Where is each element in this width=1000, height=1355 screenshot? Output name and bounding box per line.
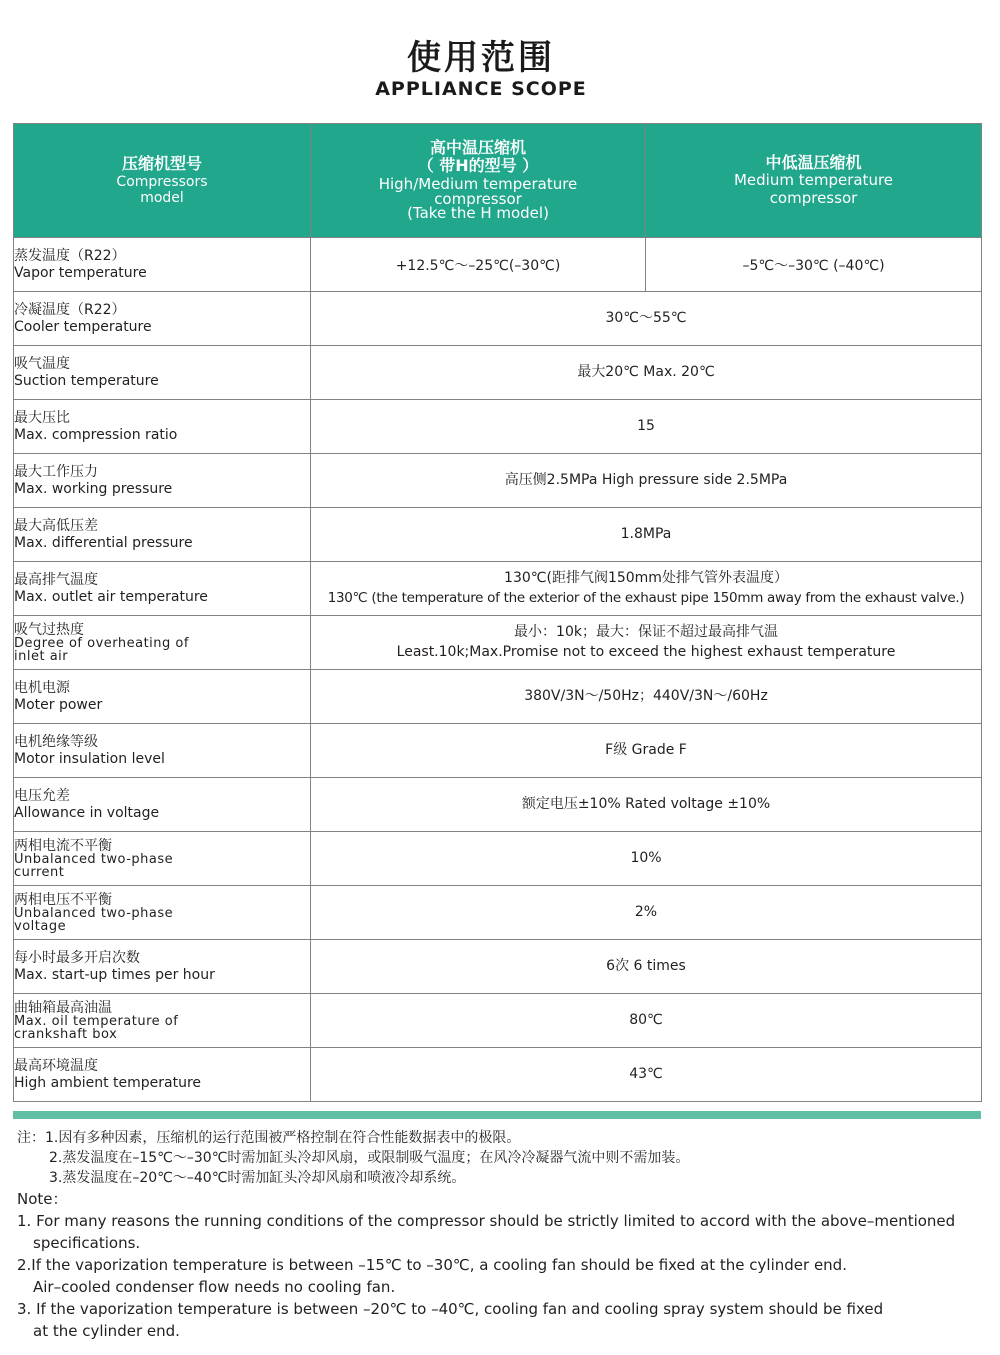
row-label: 蒸发温度（R22） Vapor temperature: [14, 238, 311, 292]
table-row: [14, 994, 982, 1048]
table-row: [14, 238, 982, 292]
note-zh-3: 3.蒸发温度在–20℃～–40℃时需加缸头冷却风扇和喷液冷却系统。: [49, 1170, 466, 1186]
row-label: 电压允差 Allowance in voltage: [14, 778, 311, 832]
table-row: [14, 616, 982, 670]
note-zh-1: 注：1.因有多种因素，压缩机的运行范围被严格控制在符合性能数据表中的极限。: [17, 1130, 521, 1146]
note-en-2-cont: Air–cooled condenser flow needs no cooling fan.: [33, 1278, 396, 1296]
row-value: 80℃: [311, 994, 982, 1048]
table-row: [14, 292, 982, 346]
row-value: 380V/3N～/50Hz；440V/3N～/60Hz: [311, 670, 982, 724]
row-label: 最大工作压力 Max. working pressure: [14, 454, 311, 508]
row-label: 最大压比 Max. compression ratio: [14, 400, 311, 454]
row-value: F级 Grade F: [311, 724, 982, 778]
note-en-3-cont: at the cylinder end.: [33, 1322, 180, 1340]
table-header-row: [14, 124, 982, 238]
note-label: Note：: [17, 1190, 68, 1208]
table-row: [14, 832, 982, 886]
header-high-medium-compressor: 高中温压缩机 （ 带H的型号 ） High/Medium temperature compressor (Take the H model): [311, 124, 646, 238]
appliance-scope-table: [13, 123, 982, 1102]
value-medium-low: –5℃～–30℃ (–40℃): [646, 238, 982, 292]
note-en-1-cont: specifications.: [33, 1234, 141, 1252]
table-row: [14, 454, 982, 508]
table-row: [14, 886, 982, 940]
row-value: 15: [311, 400, 982, 454]
row-label: 电机绝缘等级 Motor insulation level: [14, 724, 311, 778]
row-label: 每小时最多开启次数 Max. start-up times per hour: [14, 940, 311, 994]
page-subtitle: APPLIANCE SCOPE: [375, 78, 587, 100]
row-value: 43℃: [311, 1048, 982, 1102]
table-row: [14, 400, 982, 454]
row-label: 冷凝温度（R22） Cooler temperature: [14, 292, 311, 346]
note-en-3: 3. If the vaporization temperature is between –20℃ to –40℃, cooling fan and cooling spray system should be fixed: [17, 1300, 884, 1318]
row-label: 最高排气温度 Max. outlet air temperature: [14, 562, 311, 616]
notes-section: [17, 1128, 982, 1342]
table-row: [14, 940, 982, 994]
note-zh-2: 2.蒸发温度在–15℃～–30℃时需加缸头冷却风扇，或限制吸气温度；在风冷冷凝器气流中则不需加装。: [49, 1150, 690, 1166]
row-value: 1.8MPa: [311, 508, 982, 562]
note-en-2: 2.If the vaporization temperature is between –15℃ to –30℃, a cooling fan should be fixed at the cylinder end.: [17, 1256, 847, 1274]
table-row: [14, 562, 982, 616]
table-row: [14, 724, 982, 778]
row-label: 曲轴箱最高油温 Max. oil temperature of crankshaft box: [14, 994, 311, 1048]
row-value: 6次 6 times: [311, 940, 982, 994]
table-row: [14, 778, 982, 832]
note-en-1: 1. For many reasons the running conditions of the compressor should be strictly limited to accord with the above–mentioned: [17, 1212, 956, 1230]
row-value: 30℃～55℃: [311, 292, 982, 346]
value-high-medium: +12.5℃～–25℃(–30℃): [311, 238, 646, 292]
row-label: 电机电源 Moter power: [14, 670, 311, 724]
row-value: 高压侧2.5MPa High pressure side 2.5MPa: [311, 454, 982, 508]
row-label: 两相电流不平衡 Unbalanced two-phase current: [14, 832, 311, 886]
row-value: 10%: [311, 832, 982, 886]
row-value: 最小：10k；最大：保证不超过最高排气温 Least.10k;Max.Promise not to exceed the highest exhaust temperature: [311, 616, 982, 670]
row-value: 2%: [311, 886, 982, 940]
header-compressor-model: 压缩机型号 Compressors model: [14, 124, 311, 238]
row-label: 吸气过热度 Degree of overheating of inlet air: [14, 616, 311, 670]
table-row: [14, 346, 982, 400]
row-label: 最大高低压差 Max. differential pressure: [14, 508, 311, 562]
page-title: 使用范围: [407, 38, 555, 78]
section-divider: [13, 1111, 981, 1119]
table-row: [14, 670, 982, 724]
table-row: [14, 508, 982, 562]
row-value: 额定电压±10% Rated voltage ±10%: [311, 778, 982, 832]
row-label: 最高环境温度 High ambient temperature: [14, 1048, 311, 1102]
row-label: 吸气温度 Suction temperature: [14, 346, 311, 400]
table-row: [14, 1048, 982, 1102]
row-value: 最大20℃ Max. 20℃: [311, 346, 982, 400]
row-value: 130℃(距排气阀150mm处排气管外表温度） 130℃ (the temperature of the exterior of the exhaust pipe 150mm away from the exhaust valve.): [311, 562, 982, 616]
header-medium-low-compressor: 中低温压缩机 Medium temperature compressor: [646, 124, 982, 238]
row-label: 两相电压不平衡 Unbalanced two-phase voltage: [14, 886, 311, 940]
